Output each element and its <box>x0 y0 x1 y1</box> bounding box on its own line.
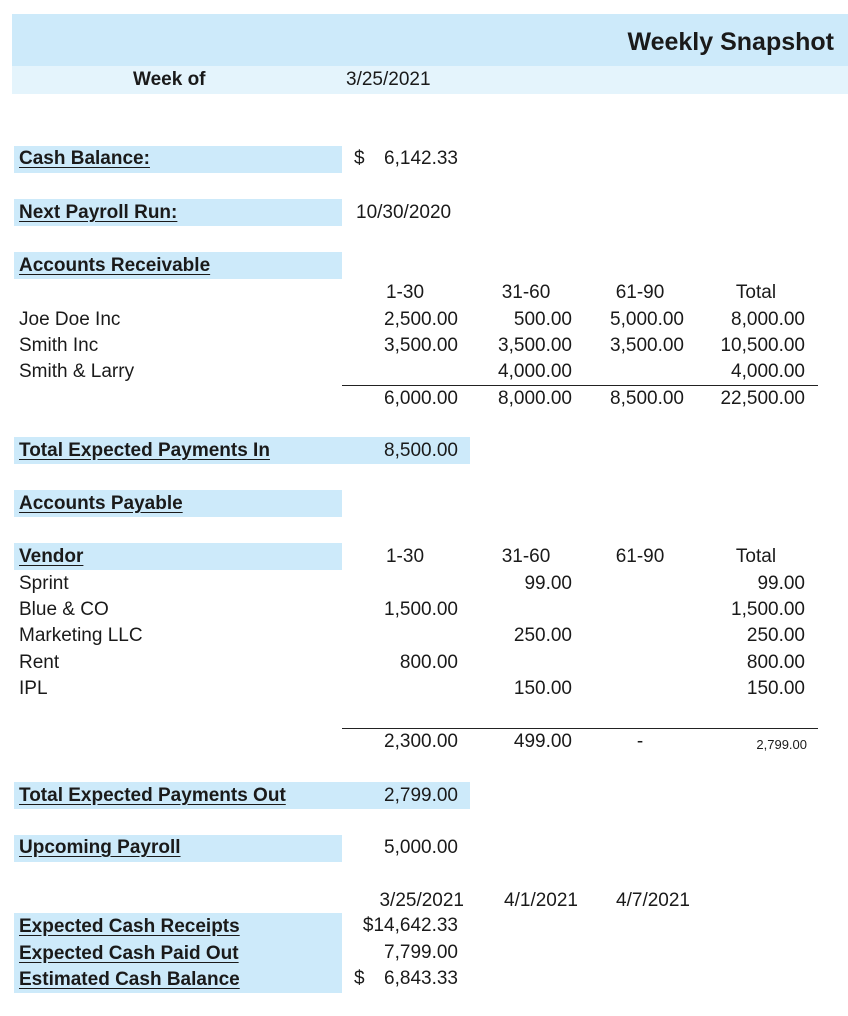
week-value: 3/25/2021 <box>346 69 431 90</box>
ar-row-c1: 3,500.00 <box>384 335 458 356</box>
ar-row-total: 4,000.00 <box>731 361 805 382</box>
ar-row-name: Smith & Larry <box>19 361 135 382</box>
ar-row-c2: 500.00 <box>513 309 572 330</box>
ar-total-c3: 8,500.00 <box>610 388 684 409</box>
ap-row-total: 250.00 <box>746 625 805 646</box>
ar-row-name: Smith Inc <box>19 335 99 356</box>
ar-row-c1: 2,500.00 <box>384 309 458 330</box>
ap-row-total: 800.00 <box>746 652 805 673</box>
estimated-balance-label: Estimated Cash Balance <box>19 969 240 990</box>
ap-row-c2: 250.00 <box>513 625 572 646</box>
ar-col-total: Total <box>735 282 777 303</box>
ap-col-31-60: 31-60 <box>501 546 551 567</box>
ap-col-total: Total <box>735 546 777 567</box>
ar-row-c2: 4,000.00 <box>498 361 572 382</box>
ap-row-name: Sprint <box>19 573 69 594</box>
ap-row-name: Blue & CO <box>19 599 109 620</box>
next-payroll-value: 10/30/2020 <box>356 202 452 223</box>
ar-row-total: 10,500.00 <box>720 335 805 356</box>
ar-row-c2: 3,500.00 <box>498 335 572 356</box>
expected-paid-out-value: 7,799.00 <box>384 942 458 963</box>
cash-balance-currency: $ <box>354 148 365 169</box>
ap-total-c3: - <box>636 731 644 752</box>
ap-row-total: 150.00 <box>746 678 805 699</box>
ap-heading: Accounts Payable <box>19 493 183 514</box>
ar-total-total: 22,500.00 <box>720 388 805 409</box>
ap-total-rule <box>342 728 818 729</box>
forecast-date: 4/7/2021 <box>616 890 690 911</box>
ap-row-c1: 800.00 <box>399 652 458 673</box>
page-title: Weekly Snapshot <box>627 28 834 56</box>
ap-row-total: 99.00 <box>757 573 805 594</box>
total-in-label: Total Expected Payments In <box>19 440 270 461</box>
ap-col-61-90: 61-90 <box>615 546 665 567</box>
ap-row-name: IPL <box>19 678 48 699</box>
ap-row-total: 1,500.00 <box>731 599 805 620</box>
ap-row-c2: 150.00 <box>513 678 572 699</box>
ar-row-total: 8,000.00 <box>731 309 805 330</box>
ap-total-c1: 2,300.00 <box>384 731 458 752</box>
ap-col-1-30: 1-30 <box>385 546 425 567</box>
upcoming-payroll-label: Upcoming Payroll <box>19 837 181 858</box>
total-out-value: 2,799.00 <box>384 785 458 806</box>
upcoming-payroll-value: 5,000.00 <box>384 837 458 858</box>
ar-col-1-30: 1-30 <box>385 282 425 303</box>
ap-row-c2: 99.00 <box>524 573 572 594</box>
ar-total-c1: 6,000.00 <box>384 388 458 409</box>
estimated-balance-value: 6,843.33 <box>384 968 458 989</box>
ar-row-name: Joe Doe Inc <box>19 309 121 330</box>
ap-total-total: 2,799.00 <box>756 737 807 752</box>
vendor-heading: Vendor <box>19 546 84 567</box>
ar-total-rule <box>342 385 818 386</box>
cash-balance-amount: 6,142.33 <box>384 148 458 169</box>
ar-total-c2: 8,000.00 <box>498 388 572 409</box>
expected-paid-out-label: Expected Cash Paid Out <box>19 943 239 964</box>
ar-row-c3: 3,500.00 <box>610 335 684 356</box>
forecast-date: 4/1/2021 <box>504 890 578 911</box>
expected-receipts-value: $14,642.33 <box>362 915 458 936</box>
ar-col-31-60: 31-60 <box>501 282 551 303</box>
expected-receipts-label: Expected Cash Receipts <box>19 916 240 937</box>
cash-balance-label: Cash Balance: <box>19 148 150 169</box>
week-label: Week of <box>133 69 206 90</box>
ar-heading: Accounts Receivable <box>19 255 211 276</box>
ap-total-c2: 499.00 <box>513 731 572 752</box>
ap-row-name: Marketing LLC <box>19 625 143 646</box>
ap-row-c1: 1,500.00 <box>384 599 458 620</box>
total-in-value: 8,500.00 <box>384 440 458 461</box>
forecast-date: 3/25/2021 <box>379 890 464 911</box>
ap-row-name: Rent <box>19 652 60 673</box>
next-payroll-label: Next Payroll Run: <box>19 202 178 223</box>
total-out-label: Total Expected Payments Out <box>19 785 286 806</box>
ar-col-61-90: 61-90 <box>615 282 665 303</box>
ar-row-c3: 5,000.00 <box>610 309 684 330</box>
estimated-balance-currency: $ <box>354 968 365 989</box>
